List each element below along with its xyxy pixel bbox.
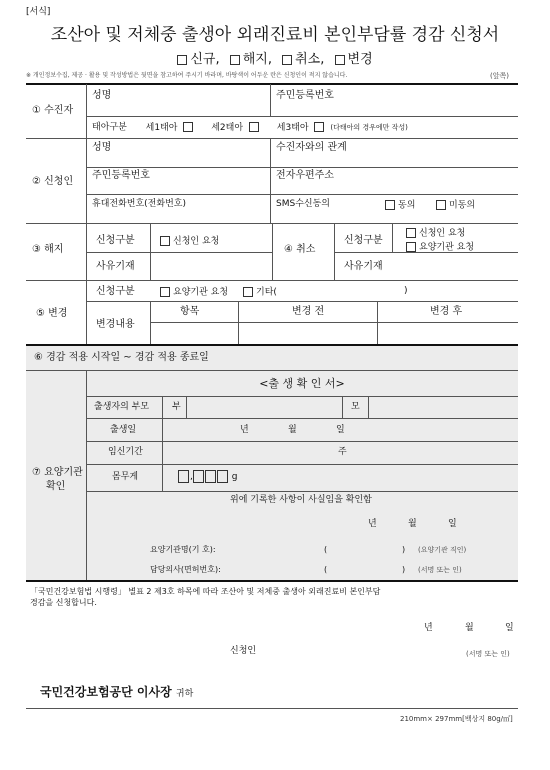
digit-box[interactable] [205, 470, 216, 483]
divider [377, 302, 378, 344]
row-line [86, 194, 518, 195]
applicant-email-label: 전자우편주소 [276, 170, 334, 181]
checkbox-icon[interactable] [436, 200, 446, 210]
row-line [150, 322, 518, 323]
change-col-item: 항목 [180, 306, 200, 317]
row-line [334, 252, 518, 253]
period-title: ⑥ 경감 적용 시작일 ~ 경감 적용 종료일 [34, 352, 209, 363]
notice: ※ 개인정보수집, 제공 · 활용 및 작성방법은 뒷면을 참고하여 주시기 바라며, 바탕색이 어두운 란은 신청인이 적지 않습니다. [26, 72, 348, 79]
father-label: 부 [172, 402, 181, 412]
cancel-term-reason-label: 사유기재 [96, 261, 135, 272]
footer-month: 월 [465, 623, 474, 633]
divider [162, 397, 163, 491]
digit-box[interactable] [217, 470, 228, 483]
row-line [86, 491, 518, 492]
request-terminate[interactable]: 해지, [230, 52, 272, 67]
institution-title-line1: ⑦ 요양기관 [32, 467, 83, 478]
birth-day: 일 [336, 425, 345, 435]
change-option-other[interactable]: 기타( [243, 287, 277, 298]
institution-name-label: 요양기관명(기 호): [150, 545, 216, 554]
sms-agree[interactable]: 동의 [385, 200, 415, 211]
checkbox-icon[interactable] [160, 236, 170, 246]
digit-box[interactable] [193, 470, 204, 483]
paren-open: ( [324, 565, 328, 574]
confirm-month: 월 [408, 519, 417, 529]
cancel-term-title: ③ 해지 [32, 244, 64, 255]
parent-label: 출생자의 부모 [94, 402, 150, 412]
checkbox-icon[interactable] [160, 287, 170, 297]
cancel-option-applicant[interactable]: 신청인 요청 [406, 228, 465, 239]
checkbox-icon[interactable] [249, 122, 259, 132]
statement-line2: 경감을 신청합니다. [30, 598, 97, 607]
row-line [86, 167, 518, 168]
recipient-rrn-label: 주민등록번호 [276, 90, 334, 101]
divider [270, 84, 271, 116]
request-new[interactable]: 신규, [177, 52, 219, 67]
divider [392, 224, 393, 252]
confirm-text: 위에 기록한 사항이 사실임을 확인함 [230, 495, 372, 505]
doctor-seal: (서명 또는 인) [418, 566, 462, 574]
gestation-week: 주 [338, 447, 347, 457]
checkbox-icon[interactable] [230, 55, 240, 65]
section-divider [86, 84, 87, 344]
applicant-relation-label: 수진자와의 관계 [276, 142, 347, 153]
row-line [86, 464, 518, 465]
addressee: 국민건강보험공단 이사장 귀하 [40, 685, 194, 699]
page-side: (앞쪽) [490, 72, 509, 80]
cancel-term-type-label: 신청구분 [96, 235, 135, 246]
doctor-label: 담당의사(면허번호): [150, 565, 221, 574]
digit-box[interactable] [178, 470, 189, 483]
divider [272, 224, 273, 280]
checkbox-icon[interactable] [406, 242, 416, 252]
applicant-phone-label: 휴대전화번호(전화번호) [92, 199, 186, 209]
paren-close: ) [402, 565, 406, 574]
divider [238, 302, 239, 344]
row-line [86, 396, 518, 397]
divider [270, 139, 271, 224]
paren-close: ) [402, 545, 406, 554]
cancel-reason-label: 사유기재 [344, 261, 383, 272]
row-line [86, 441, 518, 442]
change-col-before: 변경 전 [292, 306, 325, 317]
applicant-rrn-label: 주민등록번호 [92, 170, 150, 181]
request-cancel[interactable]: 취소, [282, 52, 324, 67]
recipient-title: ① 수진자 [32, 105, 74, 116]
table-bottom-border [26, 580, 518, 582]
row-line [86, 252, 272, 253]
recipient-name-label: 성명 [92, 90, 112, 101]
applicant-sms-label: SMS수신동의 [276, 199, 330, 209]
paper-spec: 210mm× 297mm[백상지 80g/㎡] [400, 715, 513, 723]
change-type-label: 신청구분 [96, 286, 135, 297]
divider [150, 302, 151, 344]
change-option-other-close: ) [404, 286, 408, 296]
applicant-sign-label: 신청인 [230, 646, 257, 656]
section-line [26, 138, 518, 139]
fetus-row: 태아구분 세1태아 세2태아 세3태아 (다태아의 경우에만 작성) [92, 122, 408, 133]
checkbox-icon[interactable] [282, 55, 292, 65]
divider [86, 371, 87, 580]
mother-label: 모 [351, 402, 360, 412]
confirm-day: 일 [448, 519, 457, 529]
request-change[interactable]: 변경 [335, 52, 373, 67]
checkbox-icon[interactable] [406, 228, 416, 238]
footer-rule [26, 708, 518, 709]
section-line [26, 280, 518, 281]
checkbox-icon[interactable] [243, 287, 253, 297]
applicant-title: ② 신청인 [32, 176, 74, 187]
weight-input[interactable]: , g [178, 470, 237, 483]
change-option-institution[interactable]: 요양기관 요청 [160, 287, 228, 298]
cancel-title: ④ 취소 [284, 244, 316, 255]
applicant-name-label: 성명 [92, 142, 112, 153]
checkbox-icon[interactable] [314, 122, 324, 132]
sms-disagree[interactable]: 미동의 [436, 200, 475, 211]
change-col-after: 변경 후 [430, 306, 463, 317]
paren-open: ( [324, 545, 328, 554]
gestation-label: 임신기간 [108, 447, 143, 457]
birth-certificate-title: <출 생 확 인 서> [259, 377, 345, 390]
divider [186, 397, 187, 418]
footer-day: 일 [505, 623, 514, 633]
divider [342, 397, 343, 418]
checkbox-icon[interactable] [335, 55, 345, 65]
footer-year: 년 [424, 623, 433, 633]
request-type-row [0, 53, 550, 66]
form-tag: [서식] [26, 7, 51, 17]
applicant-seal: (서명 또는 인) [466, 650, 510, 658]
birth-date-label: 출생일 [110, 425, 137, 435]
divider [368, 397, 369, 418]
cancel-type-label: 신청구분 [344, 235, 383, 246]
birth-year: 년 [240, 425, 249, 435]
checkbox-icon[interactable] [177, 55, 187, 65]
birth-month: 월 [288, 425, 297, 435]
institution-seal: (요양기관 직인) [418, 546, 467, 554]
checkbox-icon[interactable] [183, 122, 193, 132]
checkbox-icon[interactable] [385, 200, 395, 210]
table-top-border [26, 83, 518, 85]
institution-title-line2: 확인 [46, 481, 66, 492]
confirm-year: 년 [368, 519, 377, 529]
cancel-option-institution[interactable]: 요양기관 요청 [406, 242, 474, 253]
row-line [86, 116, 518, 117]
cancel-term-option[interactable]: 신청인 요청 [160, 236, 219, 247]
page-title: 조산아 및 저체중 출생아 외래진료비 본인부담률 경감 신청서 [50, 25, 500, 45]
statement-line1: 「국민건강보험법 시행령」 별표 2 제3호 하목에 따라 조산아 및 저체중 출생아 외래진료비 본인부담 [30, 587, 381, 596]
weight-label: 몸무게 [112, 472, 139, 482]
change-content-label: 변경내용 [96, 319, 135, 330]
row-line [86, 418, 518, 419]
change-title: ⑤ 변경 [36, 308, 68, 319]
